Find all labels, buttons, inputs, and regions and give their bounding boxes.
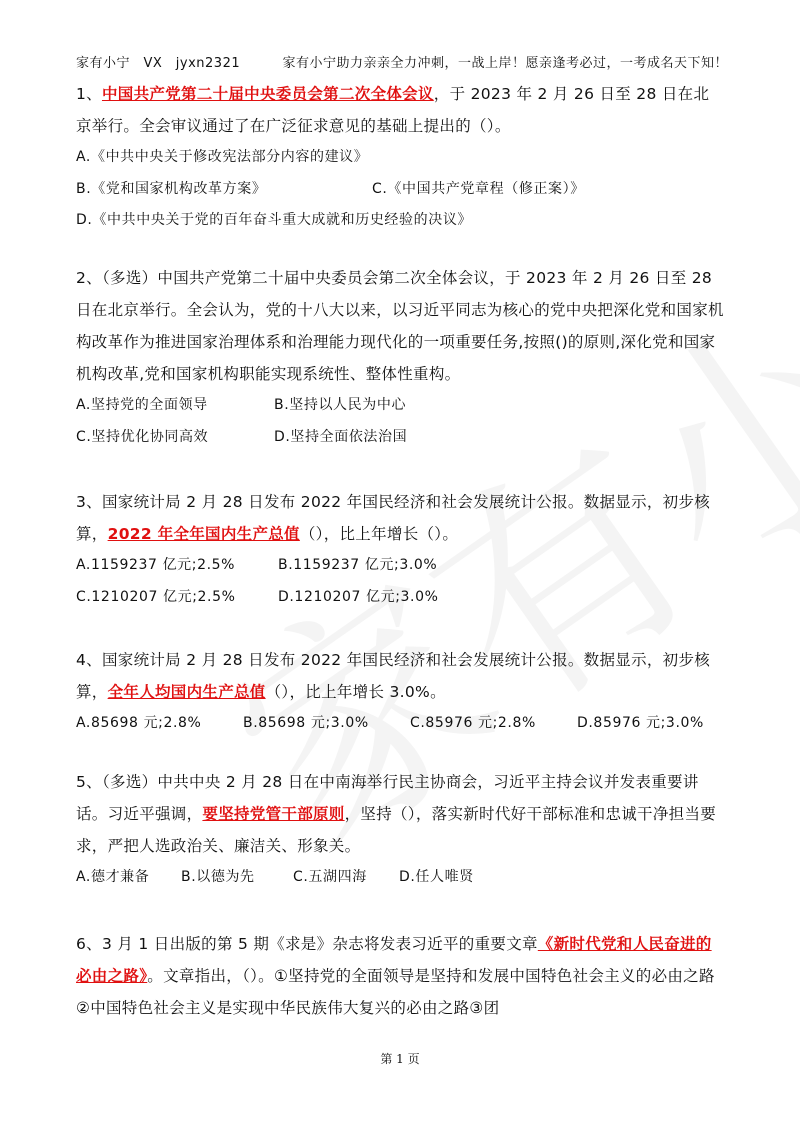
- question-text: 国家统计局 2 月 28 日发布 2022 年国民经济和社会发展统计公报。数据显示，初步核算，: [76, 493, 711, 543]
- option-b: B.1159237 亿元;3.0%: [278, 557, 438, 573]
- option-d: D.1210207 亿元;3.0%: [278, 588, 439, 605]
- option-d: D.《中共中央关于党的百年奋斗重大成就和历史经验的决议》: [76, 212, 473, 228]
- page-number: 第 1 页: [380, 1052, 420, 1066]
- question-highlight: 《新时代党和人民奋进的必由之路》: [76, 935, 712, 985]
- question-stem: [76, 486, 724, 550]
- option-d: D.任人唯贤: [399, 869, 474, 885]
- question-5: [76, 766, 724, 894]
- option-c: C.1210207 亿元;2.5%: [76, 588, 236, 605]
- question-highlight: 要坚持党管干部原则: [202, 805, 345, 823]
- option-a: A.《中共中央关于修改宪法部分内容的建议》: [76, 149, 369, 165]
- question-text-end: （），比上年增长 3.0%。: [265, 683, 446, 701]
- question-text-end: ，坚持（），落实新时代好干部标准和忠诚干净担当要求，严把人选政治关、廉洁关、形象关。: [76, 805, 717, 855]
- question-highlight: 2022 年全年国内生产总值: [107, 525, 300, 543]
- option-d: D.坚持全面依法治国: [274, 428, 408, 445]
- question-1: [76, 78, 724, 237]
- question-2: [76, 262, 724, 453]
- option-c: C.《中国共产党章程（修正案）》: [372, 180, 585, 197]
- option-b: B.坚持以人民为中心: [274, 397, 407, 413]
- option-b: B.85698 元;3.0%: [243, 715, 369, 731]
- question-6: [76, 928, 724, 1024]
- option-c: C.五湖四海: [293, 869, 367, 885]
- question-4: [76, 644, 724, 740]
- question-text: （多选）中共中央 2 月 28 日在中南海举行民主协商会，习近平主持会议并发表重要讲话。习近平强调，: [76, 773, 699, 823]
- question-stem: [76, 78, 724, 142]
- option-c: C.85976 元;2.8%: [410, 715, 536, 731]
- question-text: 3 月 1 日出版的第 5 期《求是》杂志将发表习近平的重要文章: [101, 935, 538, 953]
- question-stem: [76, 262, 724, 390]
- header-right: 家有小宁助力亲亲全力冲刺，一战上岸！愿亲逢考必过，一考成名天下知！: [282, 56, 728, 71]
- page-header: [76, 52, 728, 71]
- question-highlight: 中国共产党第二十届中央委员会第二次全体会议: [101, 85, 434, 103]
- question-number: 5、: [76, 773, 102, 791]
- option-a: A.85698 元;2.8%: [76, 715, 202, 731]
- question-highlight: 全年人均国内生产总值: [107, 683, 266, 701]
- question-number: 1、: [76, 85, 102, 103]
- question-text: 国家统计局 2 月 28 日发布 2022 年国民经济和社会发展统计公报。数据显示，初步核算，: [76, 651, 711, 701]
- question-number: 6、: [76, 935, 102, 953]
- option-d: D.85976 元;3.0%: [577, 715, 704, 731]
- question-stem: [76, 766, 724, 862]
- header-left: 家有小宁 VX jyxn2321: [76, 56, 241, 71]
- option-a: A.坚持党的全面领导: [76, 397, 208, 413]
- question-number: 2、: [76, 269, 102, 287]
- option-c: C.坚持优化协同高效: [76, 428, 209, 445]
- question-text-end: （），比上年增长（）。: [299, 525, 459, 543]
- question-text-end: 。文章指出，（）。①坚持党的全面领导是坚持和发展中国特色社会主义的必由之路②中国特色社会主义是实现中华民族伟大复兴的必由之路③团: [76, 967, 715, 1017]
- option-a: A.1159237 亿元;2.5%: [76, 557, 236, 573]
- question-stem: [76, 644, 724, 708]
- option-a: A.德才兼备: [76, 869, 150, 885]
- question-3: [76, 486, 724, 613]
- option-b: B.以德为先: [181, 869, 255, 885]
- question-number: 4、: [76, 651, 102, 669]
- option-b: B.《党和国家机构改革方案》: [76, 180, 267, 197]
- question-stem: [76, 928, 724, 1024]
- question-text: （多选）中国共产党第二十届中央委员会第二次全体会议，于 2023 年 2 月 26 日至 28 日在北京举行。全会认为，党的十八大以来，以习近平同志为核心的党中央把深化党和国家机构改革作为推进国家治理体系和治理能力现代化的一项重要任务,按照()的原则,深化党和国家机构改革,党和国家机构职能实现系统性、整体性重构。: [76, 269, 724, 383]
- question-text: ，于 2023 年 2 月 26 日至 28 日在北京举行。全会审议通过了在广泛征求意见的基础上提出的（）。: [76, 85, 710, 135]
- question-number: 3、: [76, 493, 102, 511]
